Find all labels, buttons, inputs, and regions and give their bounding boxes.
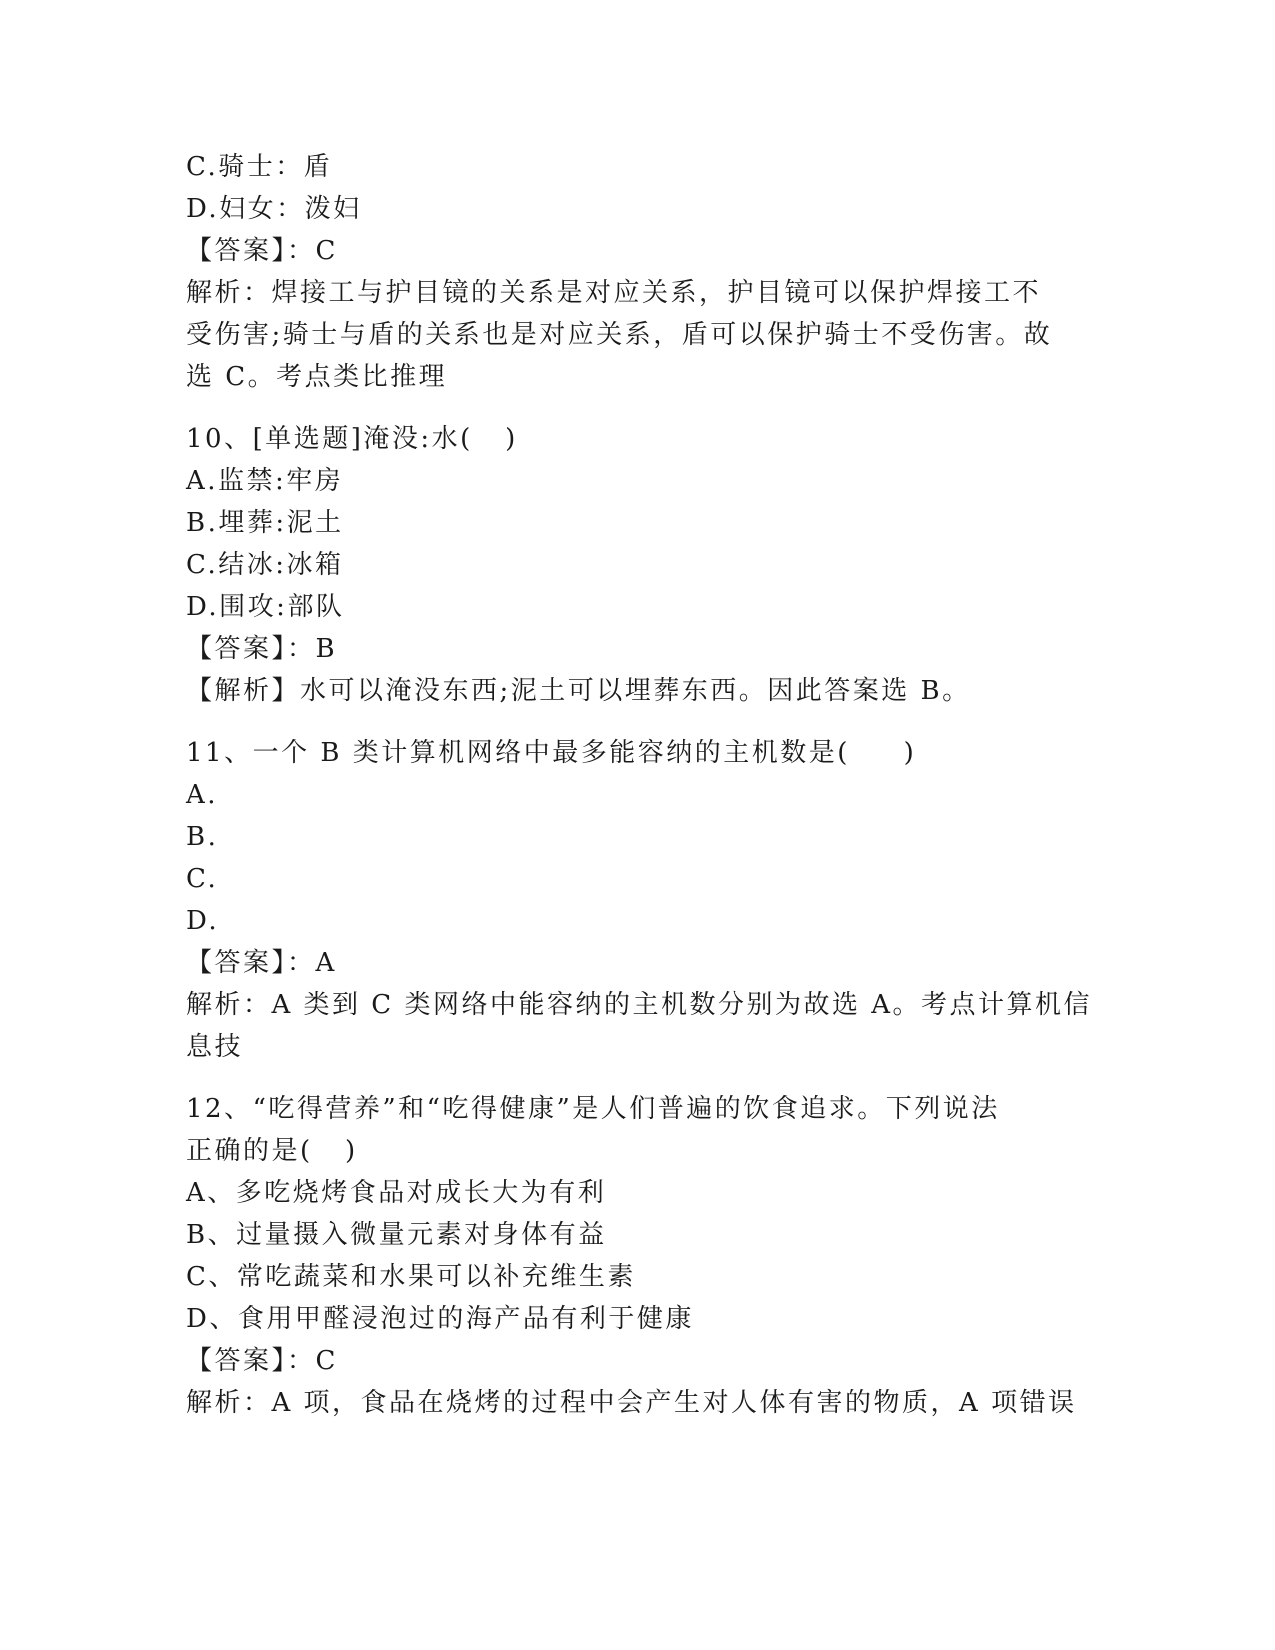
q9-option-c: C.骑士：盾 <box>186 152 333 182</box>
q11-option-b: B. <box>186 822 219 852</box>
spacer <box>186 1068 1086 1088</box>
q12-option-a: A、多吃烧烤食品对成长大为有利 <box>186 1178 607 1208</box>
q11-answer: 【答案】：A <box>186 948 337 978</box>
q11-stem: 11、一个 B 类计算机网络中最多能容纳的主机数是( ) <box>186 738 917 768</box>
q12-option-c: C、常吃蔬菜和水果可以补充维生素 <box>186 1262 636 1292</box>
q10-analysis: 【解析】水可以淹没东西;泥土可以埋葬东西。因此答案选 B。 <box>186 676 971 706</box>
spacer <box>186 712 1086 732</box>
q9-analysis-line-2: 受伤害;骑士与盾的关系也是对应关系，盾可以保护骑士不受伤害。故 <box>186 320 1053 350</box>
q11-option-c: C. <box>186 864 219 894</box>
q12-option-b: B、过量摄入微量元素对身体有益 <box>186 1220 607 1250</box>
q10-option-d: D.围攻:部队 <box>186 592 345 622</box>
q10-stem: 10、[单选题]淹没:水( ) <box>186 424 518 454</box>
spacer <box>186 398 1086 418</box>
q12-stem-line-1: 12、“吃得营养”和“吃得健康”是人们普遍的饮食追求。下列说法 <box>186 1094 1000 1124</box>
q11-analysis-line-1: 解析：A 类到 C 类网络中能容纳的主机数分别为故选 A。考点计算机信 <box>186 990 1093 1020</box>
page-content <box>186 146 1093 1424</box>
q11-option-d: D. <box>186 906 220 936</box>
q9-analysis-line-1: 解析：焊接工与护目镜的关系是对应关系，护目镜可以保护焊接工不 <box>186 278 1042 308</box>
q11-option-a: A. <box>186 780 219 810</box>
q9-analysis-line-3: 选 C。考点类比推理 <box>186 362 448 392</box>
q12-stem-line-2: 正确的是( ) <box>186 1136 358 1166</box>
q9-answer: 【答案】：C <box>186 236 338 266</box>
q10-option-a: A.监禁:牢房 <box>186 466 344 496</box>
q12-answer: 【答案】：C <box>186 1346 338 1376</box>
q10-option-b: B.埋葬:泥土 <box>186 508 344 538</box>
q10-option-c: C.结冰:冰箱 <box>186 550 344 580</box>
q11-analysis-line-2: 息技 <box>186 1032 244 1062</box>
q12-option-d: D、食用甲醛浸泡过的海产品有利于健康 <box>186 1304 694 1334</box>
q9-option-d: D.妇女：泼妇 <box>186 194 362 224</box>
q12-analysis: 解析：A 项，食品在烧烤的过程中会产生对人体有害的物质，A 项错误 <box>186 1388 1077 1418</box>
q10-answer: 【答案】：B <box>186 634 338 664</box>
